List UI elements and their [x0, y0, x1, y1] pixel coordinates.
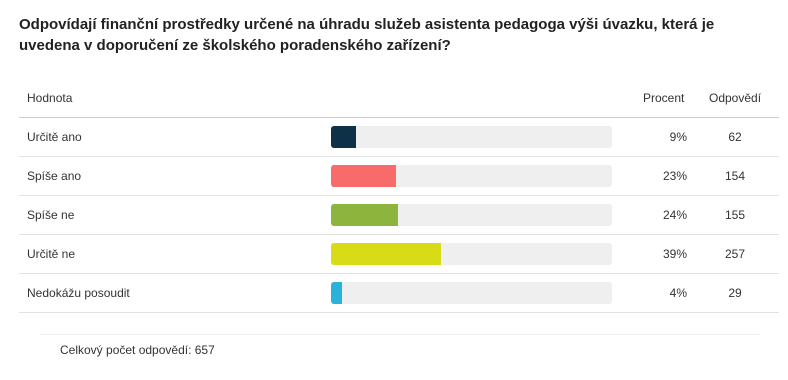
row-percent: 39% [662, 247, 687, 261]
bar-track [331, 282, 612, 304]
row-count: 257 [724, 247, 746, 261]
table-row [19, 118, 779, 157]
bar-track [331, 165, 612, 187]
header-percent: Procent [643, 91, 685, 105]
row-count: 29 [728, 286, 742, 300]
bar-1 [331, 126, 356, 148]
row-label: Určitě ano [27, 130, 82, 144]
row-label: Určitě ne [27, 247, 76, 261]
bar-track [331, 243, 612, 265]
row-count: 154 [724, 169, 746, 183]
bar-track [331, 204, 612, 226]
results-table [19, 80, 779, 313]
row-count: 155 [724, 208, 746, 222]
bar-2 [331, 165, 396, 187]
question-title: Odpovídají finanční prostředky určené na úhradu služeb asistenta pedagoga výši úvazku, která je uvedena v doporučení ze školského poradenského zařízení? [19, 16, 715, 54]
table-body [19, 118, 779, 313]
row-count: 62 [728, 130, 742, 144]
bar-4 [331, 243, 441, 265]
table-header [19, 80, 779, 118]
row-label: Spíše ne [27, 208, 75, 222]
row-label: Spíše ano [27, 169, 82, 183]
footer-divider [40, 334, 760, 335]
table-row [19, 157, 779, 196]
bar-3 [331, 204, 398, 226]
row-percent: 24% [662, 208, 687, 222]
table-row [19, 235, 779, 274]
row-percent: 23% [662, 169, 687, 183]
header-count: Odpovědí [709, 91, 762, 105]
total-responses: Celkový počet odpovědí: 657 [60, 343, 215, 357]
row-label: Nedokážu posoudit [27, 286, 130, 300]
bar-5 [331, 282, 342, 304]
header-value: Hodnota [27, 91, 73, 105]
table-row [19, 274, 779, 313]
row-percent: 9% [669, 130, 687, 144]
row-percent: 4% [669, 286, 687, 300]
bar-track [331, 126, 612, 148]
table-row [19, 196, 779, 235]
